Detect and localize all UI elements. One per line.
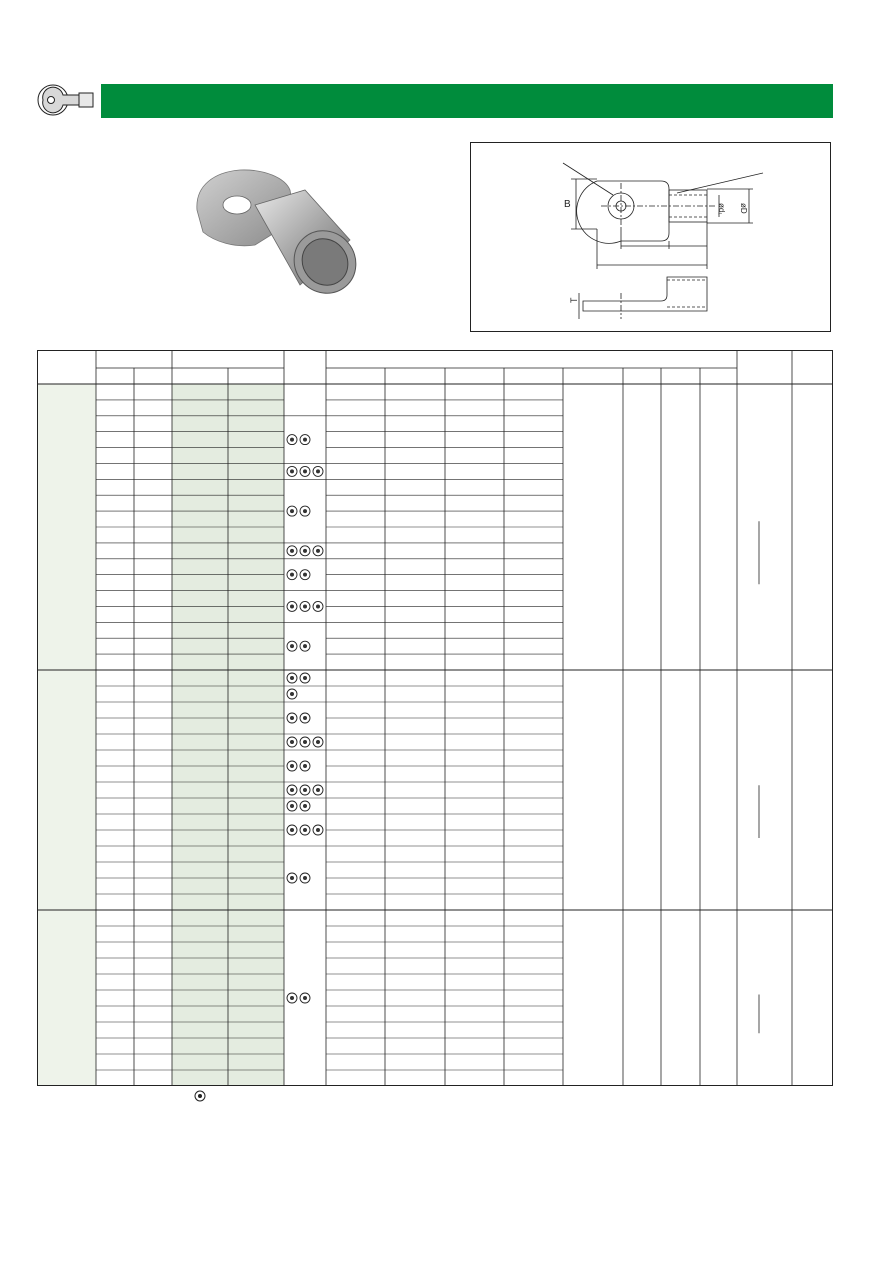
cert-mark-dot [290,764,294,768]
cert-mark-dot [290,644,294,648]
cert-mark-dot [290,740,294,744]
dimension-drawing [471,143,830,331]
cert-mark-dot [290,996,294,1000]
cert-mark-dot [303,573,307,577]
cert-mark-dot [290,549,294,553]
cert-mark-dot [290,438,294,442]
cert-mark-dot [303,764,307,768]
spec-table [37,350,833,1086]
cert-mark-dot [303,644,307,648]
cert-mark-dot [290,692,294,696]
cert-mark-dot [290,469,294,473]
cert-mark-dot [316,604,320,608]
cert-mark-dot [303,716,307,720]
cert-mark-dot [303,876,307,880]
dim-label-t: T [569,297,579,303]
cert-mark-dot [303,438,307,442]
cert-mark-dot [290,788,294,792]
cert-mark-dot [303,788,307,792]
cert-mark-dot [290,804,294,808]
cert-mark-dot [316,549,320,553]
cert-mark-dot [316,828,320,832]
dim-label-d1: ød₁ [717,203,726,216]
cert-mark-dot [290,876,294,880]
cert-mark-dot [303,996,307,1000]
dim-label-b: B [564,199,571,210]
cert-mark-dot [303,828,307,832]
cert-mark-dot [303,469,307,473]
cert-mark-dot [290,828,294,832]
dim-label-d: øD [739,203,748,214]
ring-terminal-photo [185,160,375,300]
cert-mark-dot [303,549,307,553]
cert-mark-dot [290,604,294,608]
group-label-column [37,384,96,1086]
footnote-cert-mark [194,1090,206,1102]
header-bar [101,84,833,118]
cert-mark-dot [303,804,307,808]
cert-mark-dot [316,788,320,792]
cert-mark-dot [290,573,294,577]
cert-mark-dot [290,676,294,680]
cert-mark-dot [303,676,307,680]
ring-terminal-icon [33,82,101,118]
cert-mark-dot [303,740,307,744]
cert-mark-dot [316,469,320,473]
cert-mark-dot [290,509,294,513]
cert-mark-dot [303,509,307,513]
cert-mark-dot [290,716,294,720]
cert-mark-dot [316,740,320,744]
dimension-diagram [470,142,831,332]
cert-mark-dot [303,604,307,608]
